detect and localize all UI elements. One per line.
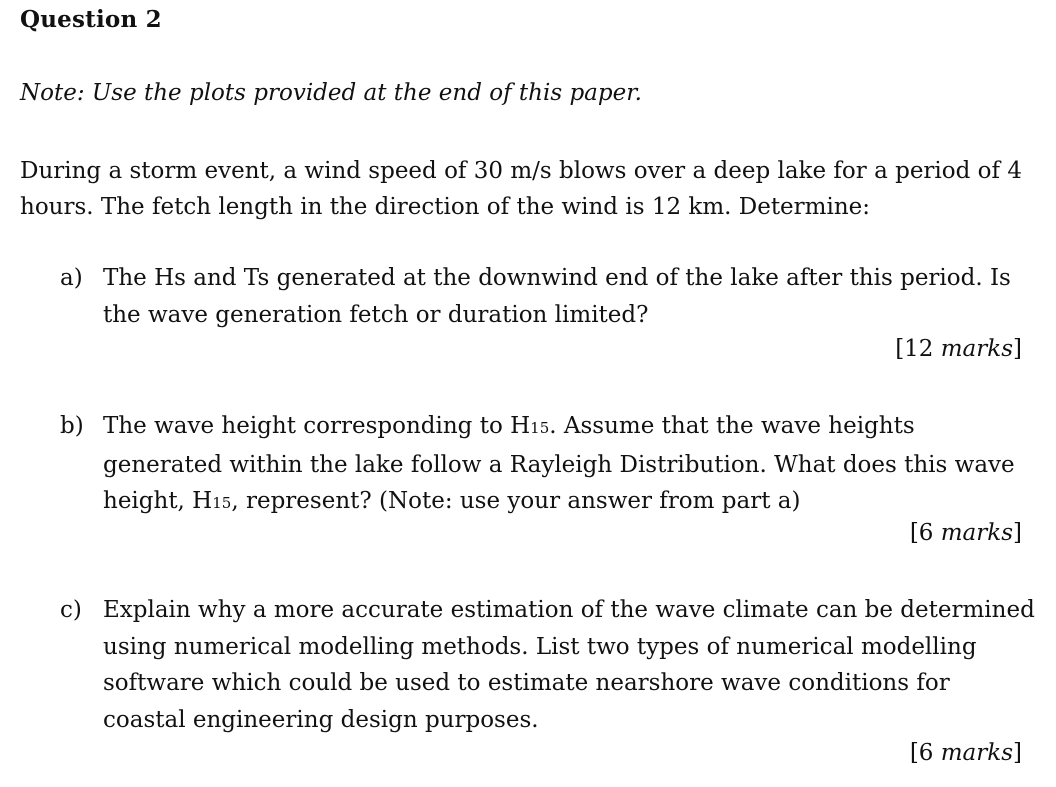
part-b-marks-word: marks	[940, 520, 1014, 546]
part-c-marks-word: marks	[940, 740, 1014, 766]
part-c-marks-open: [6	[909, 740, 941, 766]
part-a-marks-close: ]	[1013, 336, 1022, 362]
part-b-letter: b)	[60, 413, 84, 439]
part-b-marks-open: [6	[909, 520, 941, 546]
part-c-marks-close: ]	[1013, 740, 1022, 766]
part-a-marks-word: marks	[940, 336, 1014, 362]
part-a-text: The Hs and Ts generated at the downwind end of the lake after this period. Is the wave generation fetch or duration limited?	[103, 265, 1011, 328]
note-text: Note: Use the plots provided at the end of this paper.	[20, 80, 642, 106]
part-a-marks-open: [12	[895, 336, 941, 362]
part-c-marks	[910, 740, 1022, 766]
part-c-letter: c)	[60, 597, 82, 623]
part-b-subscript-1: 15	[530, 419, 550, 437]
part-b-text-1: The wave height corresponding to H	[103, 413, 531, 439]
question-title: Question 2	[20, 6, 162, 33]
part-c-text: Explain why a more accurate estimation of the wave climate can be determined using numerical modelling methods. List two types of numerical modelling software which could be used to estimate nearshore wave conditions for coastal engineering design purposes.	[103, 597, 1035, 733]
part-b-text	[103, 408, 1035, 522]
question-intro: During a storm event, a wind speed of 30 m/s blows over a deep lake for a period of 4 hours. The fetch length in the direction of the wind is 12 km. Determine:	[20, 158, 1022, 220]
part-b-marks-close: ]	[1013, 520, 1022, 546]
part-b-marks	[910, 520, 1022, 546]
part-b-text-2: . Assume that the wave heights generated within the lake follow a Rayleigh Distribution. What does this wave height, H	[103, 413, 1015, 514]
part-b-subscript-2: 15	[212, 494, 232, 512]
part-b	[60, 408, 1035, 522]
part-a	[60, 260, 1035, 333]
part-a-letter: a)	[60, 265, 83, 291]
part-b-text-3: , represent? (Note: use your answer from part a)	[231, 488, 801, 514]
part-a-marks	[895, 336, 1022, 362]
part-c	[60, 592, 1035, 738]
